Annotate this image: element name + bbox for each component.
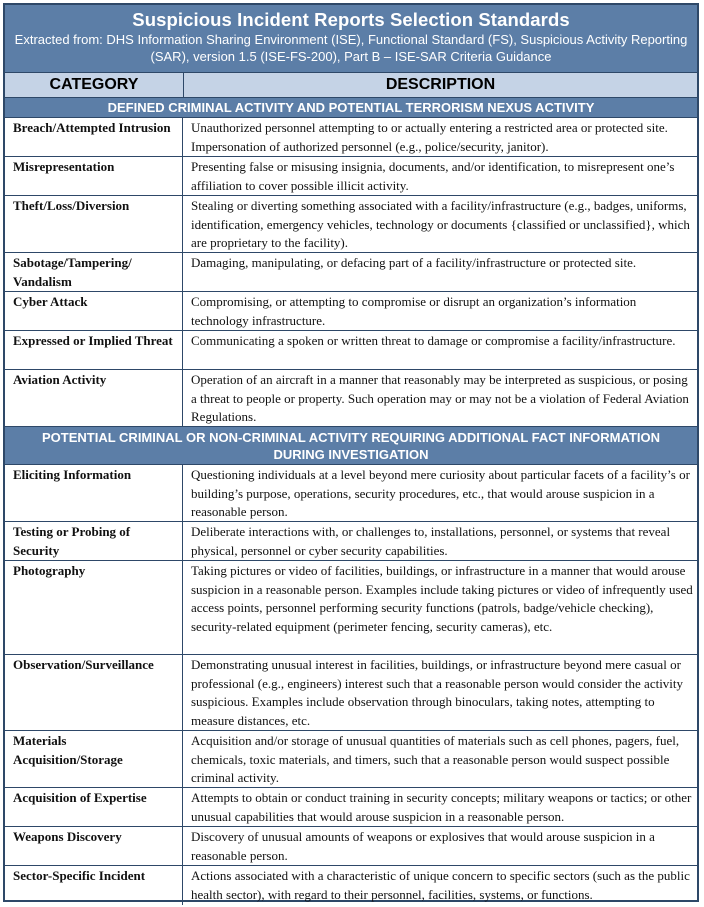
row-category: Breach/Attempted Intrusion (5, 118, 183, 156)
category-column-header: CATEGORY (5, 73, 184, 97)
table-row (5, 827, 697, 866)
row-description: Presenting false or misusing insignia, documents, and/or identification, to misrepresent one’s affiliation to cover possible illicit activity. (191, 159, 675, 193)
table-row (5, 331, 697, 370)
row-description: Damaging, manipulating, or defacing part of a facility/infrastructure or protected site. (191, 255, 637, 270)
table-row (5, 370, 697, 427)
row-description: Operation of an aircraft in a manner that reasonably may be interpreted as suspicious, or posing a threat to people or property. Such operation may or may not be a violation of Federal Aviation Regulations. (191, 372, 689, 424)
section-header-defined-criminal: DEFINED CRIMINAL ACTIVITY AND POTENTIAL TERRORISM NEXUS ACTIVITY (5, 98, 697, 118)
row-description: Acquisition and/or storage of unusual quantities of materials such as cell phones, pagers, fuel, chemicals, toxic materials, and timers, such that a reasonable person would suspect possible criminal activity. (191, 733, 680, 785)
row-category: Expressed or Implied Threat (5, 331, 183, 369)
section-header-potential-criminal: POTENTIAL CRIMINAL OR NON-CRIMINAL ACTIVITY REQUIRING ADDITIONAL FACT INFORMATION DURING INVESTIGATION (5, 427, 697, 465)
table-row (5, 292, 697, 331)
row-category: Eliciting Information (5, 465, 183, 521)
row-description: Discovery of unusual amounts of weapons or explosives that would arouse suspicion in a reasonable person. (191, 829, 655, 863)
row-category: Acquisition of Expertise (5, 788, 183, 826)
table-row (5, 788, 697, 827)
table-row (5, 866, 697, 905)
row-description: Taking pictures or video of facilities, buildings, or infrastructure in a manner that would arouse suspicion in a reasonable person. Examples include taking pictures or video of infrequently used access points, personnel performing security functions (patrols, badge/vehicle checking), security-related equipment (perimeter fencing, security cameras), etc. (191, 563, 693, 634)
row-description: Compromising, or attempting to compromise or disrupt an organization’s information technology infrastructure. (191, 294, 637, 328)
table-row (5, 253, 697, 292)
table-header (5, 5, 697, 73)
row-description: Stealing or diverting something associated with a facility/infrastructure (e.g., badges, uniforms, identification, emergency vehicles, technology or documents {classified or unclassified}, which are proprietary to the facility). (191, 198, 690, 250)
table-row (5, 465, 697, 522)
table-row (5, 655, 697, 731)
row-category: Sabotage/Tampering/ Vandalism (5, 253, 183, 291)
row-category: Weapons Discovery (5, 827, 183, 865)
row-description: Attempts to obtain or conduct training in security concepts; military weapons or tactics; or other unusual capabilities that would arouse suspicion in a reasonable person. (191, 790, 692, 824)
row-description: Demonstrating unusual interest in facilities, buildings, or infrastructure beyond mere casual or professional (e.g., engineers) interest such that a reasonable person would consider the activity suspicious. Examples include observation through binoculars, taking notes, attempting to measure distances, etc. (191, 657, 684, 728)
table-row (5, 731, 697, 788)
row-description: Actions associated with a characteristic of unique concern to specific sectors (such as the public health sector), with regard to their personnel, facilities, systems, or functions. (191, 868, 690, 902)
row-category: Photography (5, 561, 183, 654)
row-category: Theft/Loss/Diversion (5, 196, 183, 252)
row-category: Cyber Attack (5, 292, 183, 330)
row-category: Observation/Surveillance (5, 655, 183, 730)
page-title: Suspicious Incident Reports Selection Standards (132, 9, 570, 30)
row-description: Unauthorized personnel attempting to or actually entering a restricted area or protected site. Impersonation of authorized personnel (e.g., police/security, janitor). (191, 120, 668, 154)
row-description: Questioning individuals at a level beyond mere curiosity about particular facets of a facility’s or building’s purpose, operations, security procedures, etc., that would arouse suspicion in a reasonable person. (191, 467, 690, 519)
column-headers (5, 73, 697, 98)
row-description: Communicating a spoken or written threat to damage or compromise a facility/infrastructure. (191, 333, 676, 348)
source-subtitle: Extracted from: DHS Information Sharing Environment (ISE), Functional Standard (FS), Suspicious Activity Reporting (SAR), version 1.5 (ISE-FS-200), Part B – ISE-SAR Criteria Guidance (14, 32, 688, 64)
row-description: Deliberate interactions with, or challenges to, installations, personnel, or systems that reveal physical, personnel or cyber security capabilities. (191, 524, 671, 558)
table-row (5, 522, 697, 561)
table-row (5, 561, 697, 655)
row-category: Aviation Activity (5, 370, 183, 426)
table-row (5, 196, 697, 253)
table-row (5, 118, 697, 157)
table-row (5, 157, 697, 196)
standards-table (3, 3, 699, 902)
row-category: Materials Acquisition/Storage (5, 731, 183, 787)
description-column-header: DESCRIPTION (385, 76, 496, 93)
row-category: Testing or Probing of Security (5, 522, 183, 560)
row-category: Misrepresentation (5, 157, 183, 195)
row-category: Sector-Specific Incident (5, 866, 183, 905)
